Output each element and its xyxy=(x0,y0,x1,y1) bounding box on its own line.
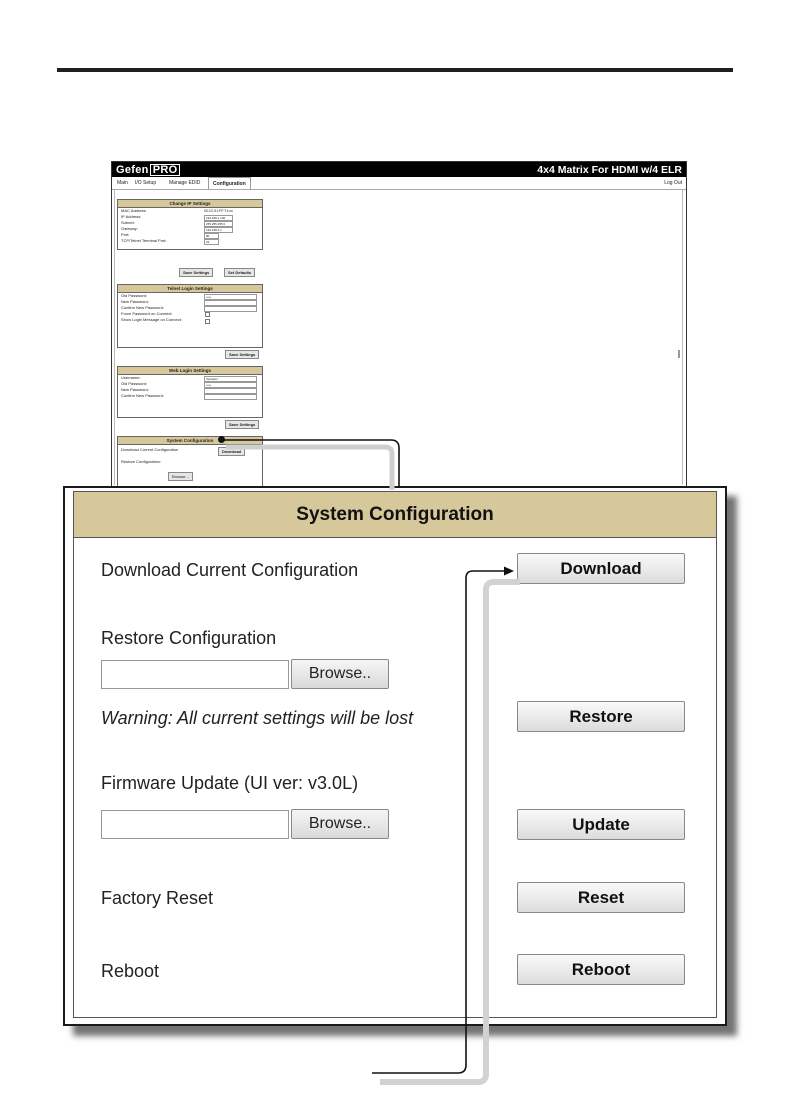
app-title: 4x4 Matrix For HDMI w/4 ELR xyxy=(537,164,682,176)
tab-bar xyxy=(112,177,686,190)
web-row: Username: Operator xyxy=(118,375,262,381)
web-login-panel xyxy=(117,366,263,418)
download-button[interactable]: Download xyxy=(517,553,685,584)
gefen-logo: Gefen PRO xyxy=(116,164,180,176)
telnet-row: Force Password on Connect: xyxy=(118,311,262,317)
save-web-settings-button[interactable]: Save Settings xyxy=(225,420,259,429)
tab-io-setup[interactable]: I/O Setup xyxy=(135,180,157,186)
telnet-old-password[interactable]: ••••• xyxy=(204,294,257,300)
telnet-row: Old Password: ••••• xyxy=(118,293,262,299)
ip-settings-panel xyxy=(117,199,263,250)
top-rule xyxy=(57,68,733,72)
web-ui-screenshot xyxy=(111,161,687,488)
panel-title: System Configuration xyxy=(74,492,716,538)
callout-marker xyxy=(218,436,225,443)
tab-main[interactable]: Main xyxy=(117,180,128,186)
telnet-row: Confirm New Password: xyxy=(118,305,262,311)
ip-row: MAC Address: 00:1C:91:FF:Tx:xx xyxy=(121,208,233,213)
mini-download-button[interactable]: Download xyxy=(218,447,245,456)
restore-browse-button[interactable]: Browse.. xyxy=(291,659,389,689)
web-confirm-password[interactable] xyxy=(204,394,257,400)
telnet-row: Show Login Message on Connect: xyxy=(118,317,191,327)
tab-manage-edid[interactable]: Manage EDID xyxy=(169,180,201,186)
restore-file-field[interactable] xyxy=(101,660,289,689)
factory-reset-label: Factory Reset xyxy=(101,888,214,908)
save-ip-settings-button[interactable]: Save Settings xyxy=(179,268,213,277)
restore-button[interactable]: Restore xyxy=(517,701,685,732)
download-label: Download Current Configuration xyxy=(101,560,359,580)
scrollbar[interactable] xyxy=(678,350,680,358)
mini-system-config-panel xyxy=(117,436,263,488)
set-defaults-button[interactable]: Set Defaults xyxy=(224,268,255,277)
login-message-checkbox[interactable] xyxy=(205,319,210,324)
ip-row: Subnet: 255.255.255.0 xyxy=(118,220,262,226)
logout-link[interactable]: Log Out xyxy=(664,180,682,186)
gateway-field[interactable]: 192.168.2.1 xyxy=(204,227,233,233)
system-config-callout xyxy=(63,486,727,1026)
panel-header: System Configuration xyxy=(118,437,262,445)
username-select[interactable]: Operator xyxy=(204,376,257,382)
reboot-label: Reboot xyxy=(101,961,160,981)
restore-label: Restore Configuration xyxy=(101,628,277,648)
app-header xyxy=(112,162,686,177)
config-content xyxy=(114,190,683,485)
telnet-row: New Password: xyxy=(118,299,262,305)
ip-row: TCP/Telnet Terminal Port: 23 xyxy=(118,238,262,244)
ip-row: Port: 80 xyxy=(118,232,262,238)
tab-configuration[interactable]: Configuration xyxy=(208,177,251,189)
panel-header: Telnet Login Settings xyxy=(118,285,262,293)
ip-row: IP Address: 192.168.1.130 xyxy=(118,214,262,220)
save-telnet-settings-button[interactable]: Save Settings xyxy=(225,350,259,359)
port-field[interactable]: 80 xyxy=(204,233,219,239)
reboot-button[interactable]: Reboot xyxy=(517,954,685,985)
telnet-port-field[interactable]: 23 xyxy=(204,239,219,245)
update-button[interactable]: Update xyxy=(517,809,685,840)
restore-warning: Warning: All current settings will be lost xyxy=(101,708,414,728)
web-row: Old Password: ••••• xyxy=(118,381,262,387)
ip-address-field[interactable]: 192.168.1.130 xyxy=(204,215,233,221)
firmware-browse-button[interactable]: Browse.. xyxy=(291,809,389,839)
reset-button[interactable]: Reset xyxy=(517,882,685,913)
web-row: New Password: xyxy=(118,387,262,393)
telnet-settings-panel xyxy=(117,284,263,348)
panel-header: Web Login Settings xyxy=(118,367,262,375)
panel-header: Change IP Settings xyxy=(118,200,262,208)
firmware-file-field[interactable] xyxy=(101,810,289,839)
system-config-panel xyxy=(73,491,717,1018)
mini-browse-button[interactable]: Browse... xyxy=(168,472,193,481)
web-old-password[interactable]: ••••• xyxy=(204,382,257,388)
subnet-field[interactable]: 255.255.255.0 xyxy=(204,221,233,227)
sys-row: Restore Configuration: xyxy=(121,459,162,464)
sys-row: Download Current Configuration xyxy=(121,447,179,452)
web-row: Confirm New Password: xyxy=(118,393,262,399)
force-password-checkbox[interactable] xyxy=(205,312,210,317)
ip-row: Gateway: 192.168.2.1 xyxy=(118,226,262,232)
firmware-label: Firmware Update (UI ver: v3.0L) xyxy=(101,773,359,793)
